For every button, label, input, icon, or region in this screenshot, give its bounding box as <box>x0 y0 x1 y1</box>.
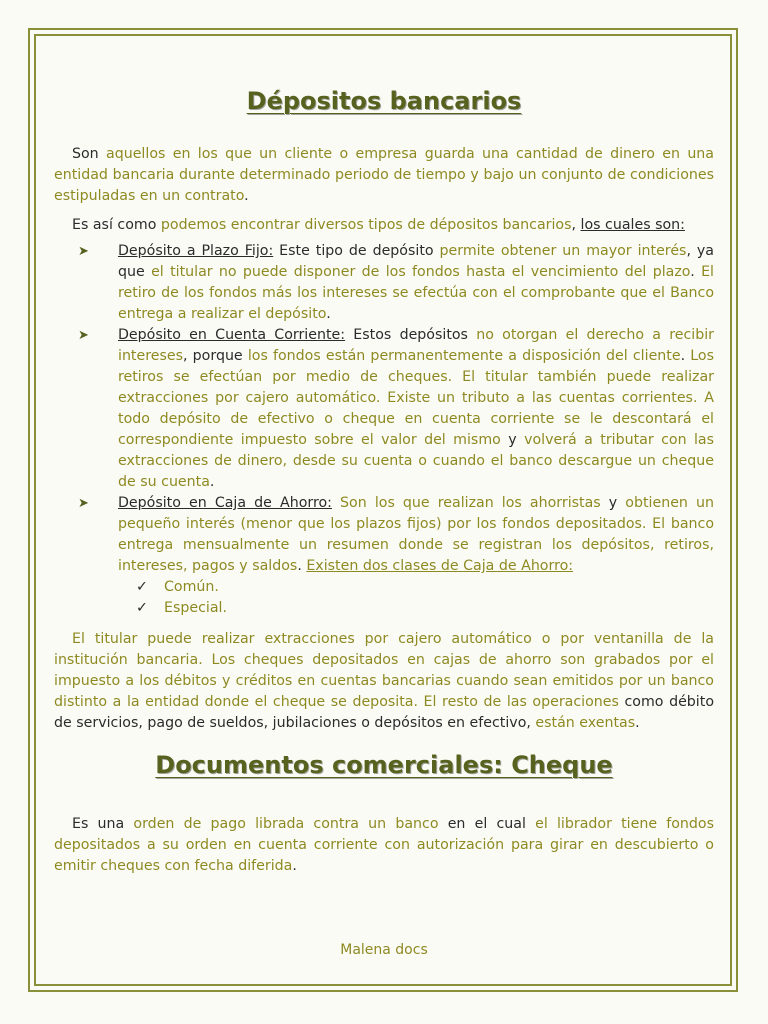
arrow-bullet-icon: ➤ <box>78 328 89 343</box>
text-run-underlined: Existen dos clases de Caja de Ahorro: <box>306 558 574 574</box>
text-run: y <box>600 495 626 511</box>
text-run: Este tipo de depósito <box>273 243 440 259</box>
text-run-highlight: el titular no puede disponer de los fondos hasta el vencimiento del plazo <box>151 264 691 280</box>
paragraph-titular <box>54 629 714 734</box>
text-run-highlight: no otorgan el derecho a recibir intereses <box>118 327 714 364</box>
list-item-caja-de-ahorro <box>78 493 714 619</box>
paragraph-types <box>54 215 714 236</box>
title-depositos: Dépositos bancarios <box>246 87 522 115</box>
text-run-highlight: El titular puede realizar extracciones por cajero automático o por ventanilla de la institución bancaria. Los cheques depositados en cajas de ahorro son grabados por el impuesto a los débitos y créditos en cuentas bancarias cuando sean emitidos por un banco distinto a la entidad donde el cheque se deposita. El resto de las operaciones <box>54 631 714 710</box>
item-label: Depósito en Caja de Ahorro: <box>118 495 332 511</box>
text-run: Estos depósitos <box>345 327 477 343</box>
text-run-underlined: los cuales son: <box>580 217 685 233</box>
list-item-comun <box>136 577 714 598</box>
text-run: y <box>500 432 525 448</box>
list-item-especial <box>136 598 714 619</box>
list-item-cuenta-corriente <box>78 325 715 493</box>
text-run: . <box>326 306 331 322</box>
text-run: como débito de servicios, pago de sueldos, jubilaciones o depósitos en efectivo, <box>54 694 714 731</box>
item-label: Depósito a Plazo Fijo: <box>118 243 274 259</box>
text-run: , ya que <box>118 243 714 280</box>
text-run: Es una <box>72 816 134 832</box>
paragraph-intro <box>54 144 714 207</box>
list-item-plazo-fijo <box>78 241 714 325</box>
text-run: . <box>209 474 215 490</box>
text-run: Son <box>72 146 107 162</box>
arrow-bullet-icon: ➤ <box>78 496 89 511</box>
text-run: . <box>292 858 297 874</box>
text-run: . <box>297 558 307 574</box>
text-run: . <box>244 188 249 204</box>
checkmark-icon: ✓ <box>136 600 148 616</box>
text-run: , porque <box>183 348 248 364</box>
text-run-highlight: Especial. <box>164 600 227 616</box>
caja-ahorro-classes-list <box>118 577 714 619</box>
text-run-highlight: orden de pago librada contra un banco <box>133 816 439 832</box>
text-run-highlight: Común. <box>164 579 219 595</box>
text-run-highlight: el librador tiene fondos depositados a su orden en cuenta corriente con autorización para girar en descubierto o emitir cheques con fecha diferida <box>54 816 714 874</box>
text-run: en el cual <box>438 816 536 832</box>
checkmark-icon: ✓ <box>136 579 148 595</box>
text-run: . <box>680 348 691 364</box>
text-run-highlight: aquellos en los que un cliente o empresa guarda una cantidad de dinero en una entidad bancaria durante determinado periodo de tiempo y bajo un conjunto de condiciones estipuladas en un contrato <box>54 146 714 204</box>
text-run-highlight: permite obtener un mayor interés <box>439 243 687 259</box>
text-run: , <box>571 217 581 233</box>
text-run: Es así como <box>72 217 161 233</box>
text-run-highlight: están exentas <box>535 715 636 731</box>
footer-signature: Malena docs <box>340 942 428 958</box>
arrow-bullet-icon: ➤ <box>78 244 89 259</box>
text-run: . <box>635 715 640 731</box>
title-cheque: Documentos comerciales: Cheque <box>155 751 613 779</box>
deposit-types-list <box>54 241 714 619</box>
text-run-highlight: Los retiros se efectúan por medio de cheques. El titular también puede realizar extracciones por cajero automático. Existe un tributo a las cuentas corrientes. A todo depósito de efectivo o cheque en cuenta corriente se le descontará el correspondiente impuesto sobre el valor del mismo <box>118 348 714 448</box>
text-run: . <box>690 264 702 280</box>
text-run-highlight: El retiro de los fondos más los intereses se efectúa con el comprobante que el Banco entrega a realizar el depósito <box>118 264 714 322</box>
text-run <box>332 495 340 511</box>
text-run-highlight: Son los que realizan los ahorristas <box>340 495 601 511</box>
text-run-highlight: obtienen un pequeño interés (menor que los plazos fijos) por los fondos depositados. El banco entrega mensualmente un resumen donde se registran los depósitos, retiros, intereses, pagos y saldos <box>118 495 714 574</box>
text-run-highlight: volverá a tributar con las extracciones de dinero, desde su cuenta o cuando el banco descargue un cheque de su cuenta <box>118 432 715 490</box>
paragraph-cheque <box>54 814 714 877</box>
item-label: Depósito en Cuenta Corriente: <box>118 327 346 343</box>
text-run-highlight: los fondos están permanentemente a disposición del cliente <box>247 348 681 364</box>
document-body <box>54 84 714 877</box>
text-run-highlight: podemos encontrar diversos tipos de dépositos bancarios <box>160 217 572 233</box>
